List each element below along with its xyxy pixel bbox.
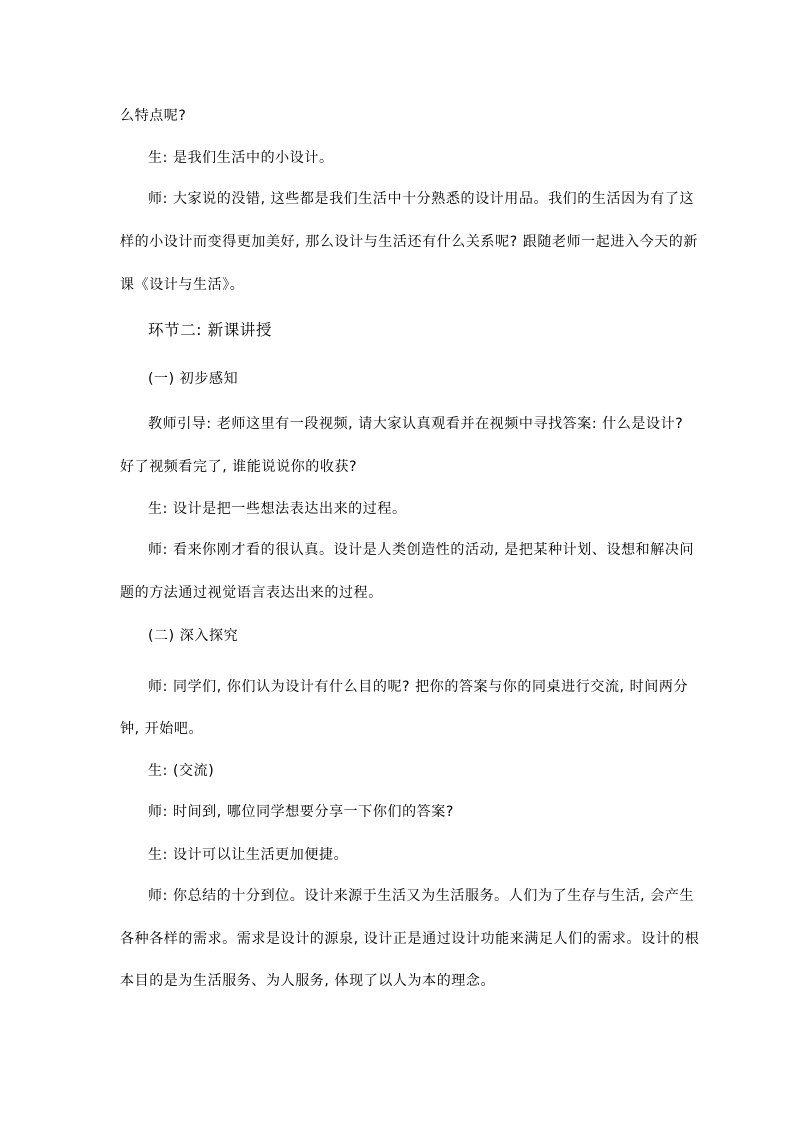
- text-line: 生: 是我们生活中的小设计。: [148, 150, 334, 166]
- text-line: 生: 设计是把一些想法表达出来的过程。: [148, 501, 407, 517]
- text-line: 课《设计与生活》。: [120, 277, 245, 293]
- text-line: 师: 你总结的十分到位。设计来源于生活又为生活服务。人们为了生存与生活, 会产生: [148, 888, 695, 904]
- text-line: 师: 同学们, 你们认为设计有什么目的呢? 把你的答案与你的同桌进行交流, 时间两分: [148, 679, 689, 695]
- text-line: 生: (交流): [148, 763, 215, 779]
- text-line: 钟, 开始吧。: [120, 721, 204, 737]
- text-line: 师: 时间到, 哪位同学想要分享一下你们的答案?: [148, 804, 454, 820]
- text-line: 么特点呢?: [120, 108, 187, 124]
- text-line: 好了视频看完了, 谁能说说你的收获?: [120, 459, 358, 475]
- text-line: 样的小设计而变得更加美好, 那么设计与生活还有什么关系呢? 跟随老师一起进入今天的新: [120, 234, 698, 250]
- text-line: 师: 大家说的没错, 这些都是我们生活中十分熟悉的设计用品。我们的生活因为有了这: [148, 191, 695, 207]
- text-line: 题的方法通过视觉语言表达出来的过程。: [120, 585, 383, 601]
- text-line: 教师引导: 老师这里有一段视频, 请大家认真观看并在视频中寻找答案: 什么是设计?: [148, 416, 684, 432]
- text-line: 各种各样的需求。需求是设计的源泉, 设计正是通过设计功能来满足人们的需求。设计的根: [120, 931, 700, 947]
- subsection-heading: (一) 初步感知: [148, 371, 239, 387]
- text-line: 本目的是为生活服务、为人服务, 体现了以人为本的理念。: [120, 973, 496, 989]
- text-line: 生: 设计可以让生活更加便捷。: [148, 847, 349, 863]
- section-heading: 环节二: 新课讲授: [148, 321, 273, 339]
- subsection-heading: (二) 深入探究: [148, 628, 239, 644]
- text-line: 师: 看来你刚才看的很认真。设计是人类创造性的活动, 是把某种计划、设想和解决问: [148, 542, 695, 558]
